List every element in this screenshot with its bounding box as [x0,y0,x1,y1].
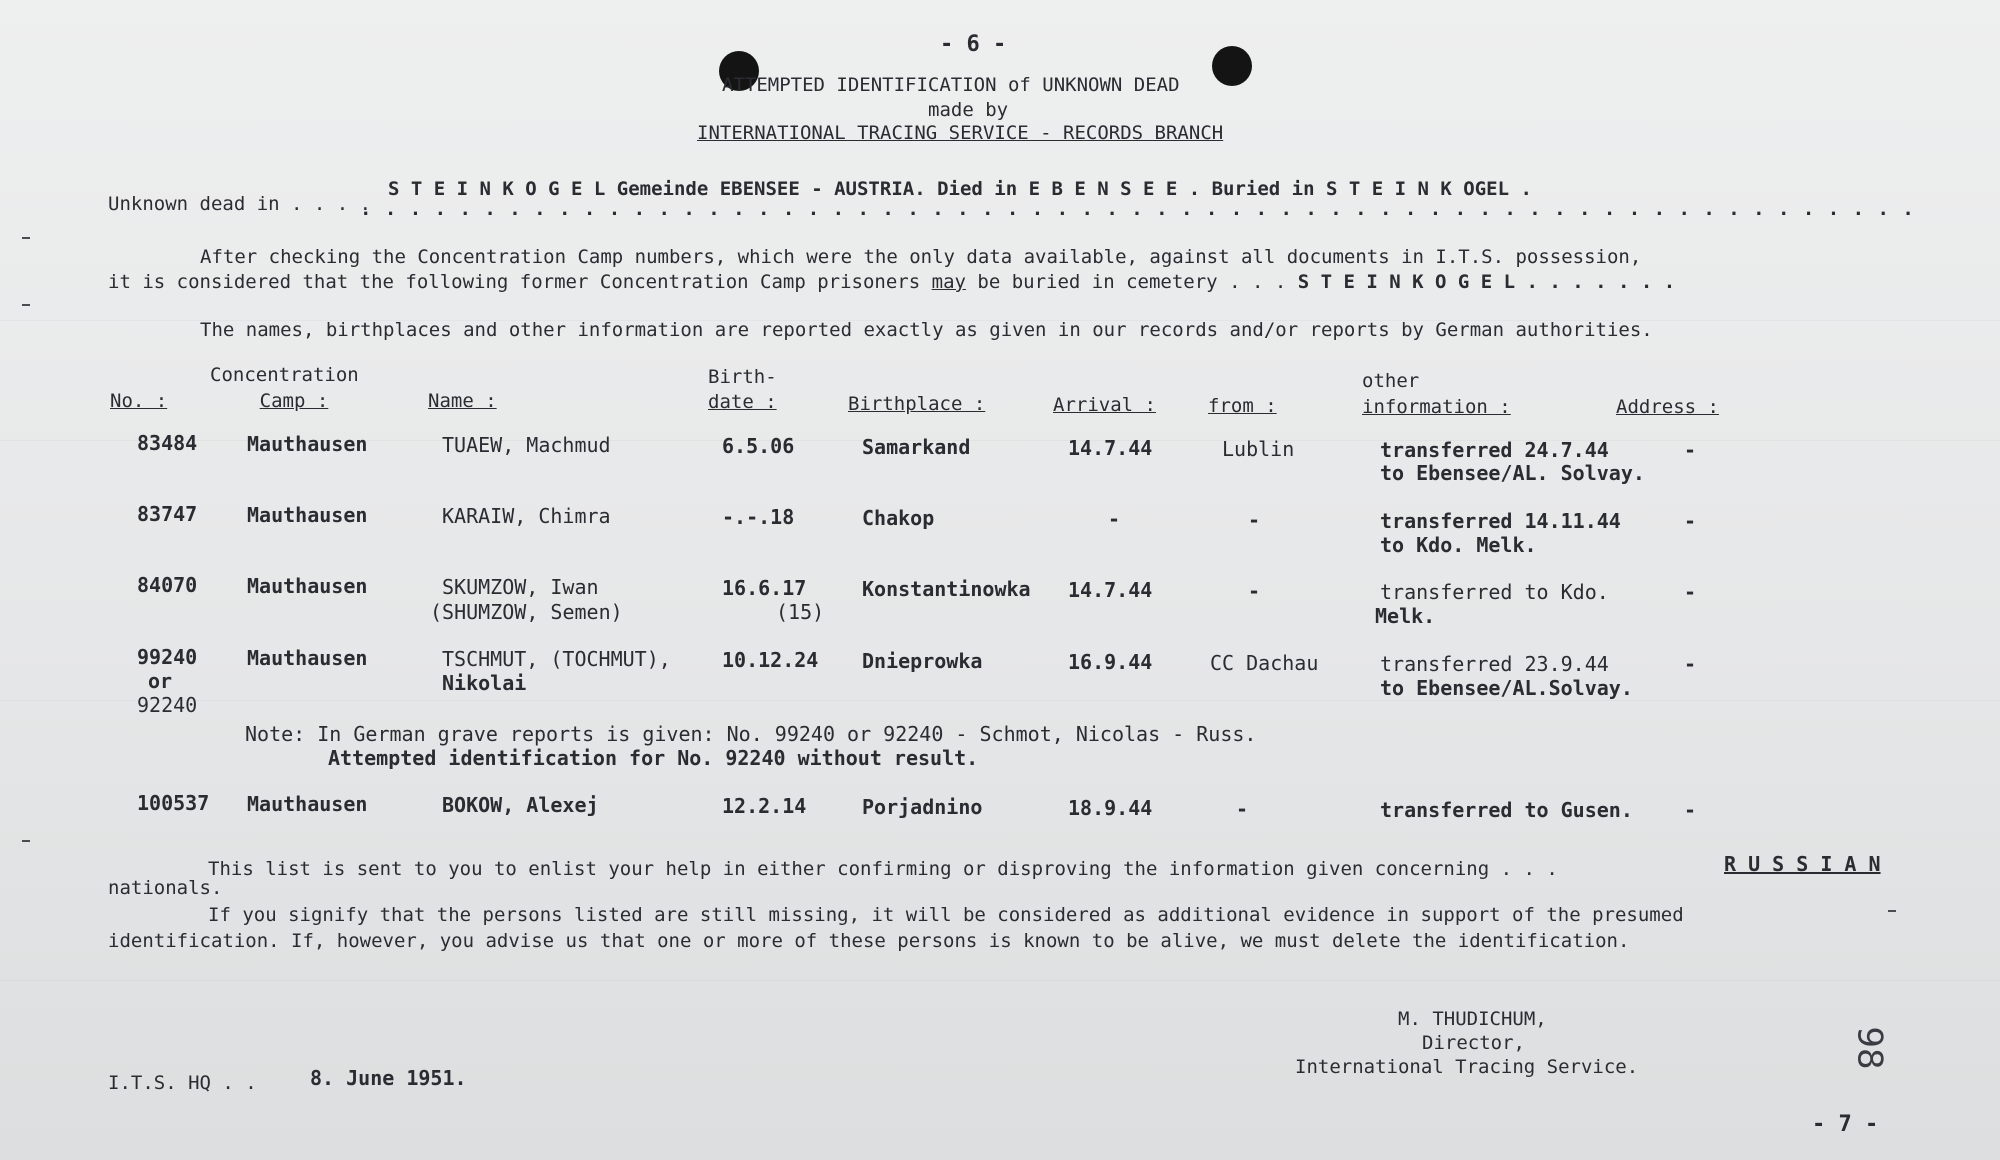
other-info-line2: Melk. [1375,604,1436,628]
arrived-from: - [1236,797,1249,821]
prisoner-number: 83747 [137,502,198,526]
address: - [1684,438,1697,462]
other-info-line1: transferred 14.11.44 [1380,509,1621,533]
made-by-line: made by [928,99,1009,121]
camp-name: Mauthausen [247,574,368,598]
camp-name: Mauthausen [247,432,368,456]
other-info-line1: transferred to Gusen. [1380,798,1633,822]
other-info-line1: transferred 23.9.44 [1380,652,1609,676]
prisoner-number: 99240 [137,645,198,669]
location-line: S T E I N K O G E L Gemeinde EBENSEE - AUSTRIA. Died in E B E N S E E . Buried in S T E I N K OGEL . [388,178,1532,200]
prisoner-name: KARAIW, Chimra [442,504,611,528]
address: - [1684,652,1697,676]
paragraph-request-line1: This list is sent to you to enlist your help in either confirming or disproving the information given concerning . . . [208,858,1558,880]
paragraph-missing-line2: identification. If, however, you advise us that one or more of these persons is known to be alive, we must delete the identification. [108,930,1630,952]
other-info-line2: to Ebensee/AL. Solvay. [1380,461,1645,485]
column-birthplace: Birthplace : [848,393,986,415]
punch-hole-right [1212,46,1252,86]
birth-date: 10.12.24 [722,648,819,672]
birth-date: -.-.18 [722,505,795,529]
column-arrival: Arrival : [1053,394,1156,416]
birth-date: 6.5.06 [722,434,795,458]
paragraph-checking-line2 [108,271,1675,293]
column-other-top: other [1362,370,1420,392]
paragraph-names-note: The names, birthplaces and other information are reported exactly as given in our records and/or reports by German authorities. [200,319,1653,341]
paragraph-missing-line1: If you signify that the persons listed are still missing, it will be considered as additional evidence in support of the presumed [208,904,1684,926]
column-birthdate: date : [708,391,777,413]
note-line1: Note: In German grave reports is given: No. 99240 or 92240 - Schmot, Nicolas - Russ. [245,722,1257,746]
arrival-date: 16.9.44 [1068,650,1153,674]
column-address: Address : [1616,396,1719,418]
prisoner-number-or: or [148,669,173,693]
birthplace: Dnieprowka [862,649,983,673]
margin-mark [1888,910,1896,912]
page-number-header: - 6 - [940,32,1007,57]
address: - [1684,580,1697,604]
location-dots: . . . . . . . . . . . . . . . . . . . . . . . . . . . . . . . . . . . . . . . . . . . . . . . . . . . . . . . . . . . . . . . [360,198,1915,220]
arrived-from: - [1248,508,1261,532]
other-info-line1: transferred 24.7.44 [1380,438,1609,462]
column-camp-top: Concentration [210,364,359,386]
signatory-organization: International Tracing Service. [1295,1056,1639,1078]
arrival-date: 14.7.44 [1068,578,1153,602]
paragraph-checking-line1: After checking the Concentration Camp numbers, which were the only data available, against all documents in I.T.S. possession, [200,246,1642,268]
arrived-from: Lublin [1222,437,1295,461]
column-name: Name : [428,390,497,412]
arrival-date: 14.7.44 [1068,436,1153,460]
camp-name: Mauthausen [247,646,368,670]
date-label: I.T.S. HQ . . [108,1072,257,1094]
prisoner-name: SKUMZOW, Iwan [442,575,599,599]
arrival-date: - [1108,507,1121,531]
margin-mark [22,304,30,306]
birth-date-alt: (15) [776,600,825,624]
column-other-information: information : [1362,396,1511,418]
emphasis-may: may [931,271,966,293]
prisoner-alias: (SHUMZOW, Semen) [430,600,623,624]
prisoner-number-alt: 92240 [137,693,198,717]
page-number-footer: - 7 - [1812,1112,1879,1137]
column-birth-top: Birth- [708,366,777,388]
cemetery-name: S T E I N K O G E L . . . . . . . [1297,271,1676,293]
other-info-line2: to Kdo. Melk. [1380,533,1537,557]
paragraph-checking-text: it is considered that the following former Concentration Camp prisoners [108,271,921,293]
margin-mark [22,840,30,842]
organization-branch: INTERNATIONAL TRACING SERVICE - RECORDS BRANCH [697,122,1224,144]
arrived-from: - [1248,579,1261,603]
birthplace: Konstantinowka [862,577,1031,601]
column-camp: Camp : [259,390,329,412]
prisoner-number: 84070 [137,573,198,597]
birthplace: Samarkand [862,435,971,459]
nationality: R U S S I A N [1724,852,1881,876]
prisoner-number: 100537 [137,791,210,815]
prisoner-given-name: Nikolai [442,671,527,695]
note-line2: Attempted identification for No. 92240 without result. [328,746,979,770]
other-info-line1: transferred to Kdo. [1380,580,1609,604]
signatory-title: Director, [1422,1032,1525,1054]
paragraph-checking-text-end: be buried in cemetery . . . [977,271,1287,293]
camp-name: Mauthausen [247,503,368,527]
unknown-dead-label: Unknown dead in . . . . [108,193,372,215]
prisoner-name: BOKOW, Alexej [442,793,599,817]
margin-mark [22,237,30,239]
column-from: from : [1208,395,1277,417]
prisoner-name: TUAEW, Machmud [442,433,611,457]
address: - [1684,509,1697,533]
other-info-line2: to Ebensee/AL.Solvay. [1380,676,1633,700]
address: - [1684,798,1697,822]
paragraph-request-line2: nationals. [108,877,223,899]
camp-name: Mauthausen [247,792,368,816]
prisoner-name: TSCHMUT, (TOCHMUT), [442,647,671,671]
document-date: 8. June 1951. [310,1066,467,1090]
birth-date: 12.2.14 [722,794,807,818]
signatory-name: M. THUDICHUM, [1398,1008,1547,1030]
handwritten-page-number: 98 [1849,1026,1890,1070]
prisoner-number: 83484 [137,431,198,455]
birthplace: Porjadnino [862,795,983,819]
arrived-from: CC Dachau [1210,651,1319,675]
birth-date: 16.6.17 [722,576,807,600]
arrival-date: 18.9.44 [1068,796,1153,820]
birthplace: Chakop [862,506,935,530]
document-title: ATTEMPTED IDENTIFICATION of UNKNOWN DEAD [722,74,1180,96]
column-no: No. : [110,390,168,412]
